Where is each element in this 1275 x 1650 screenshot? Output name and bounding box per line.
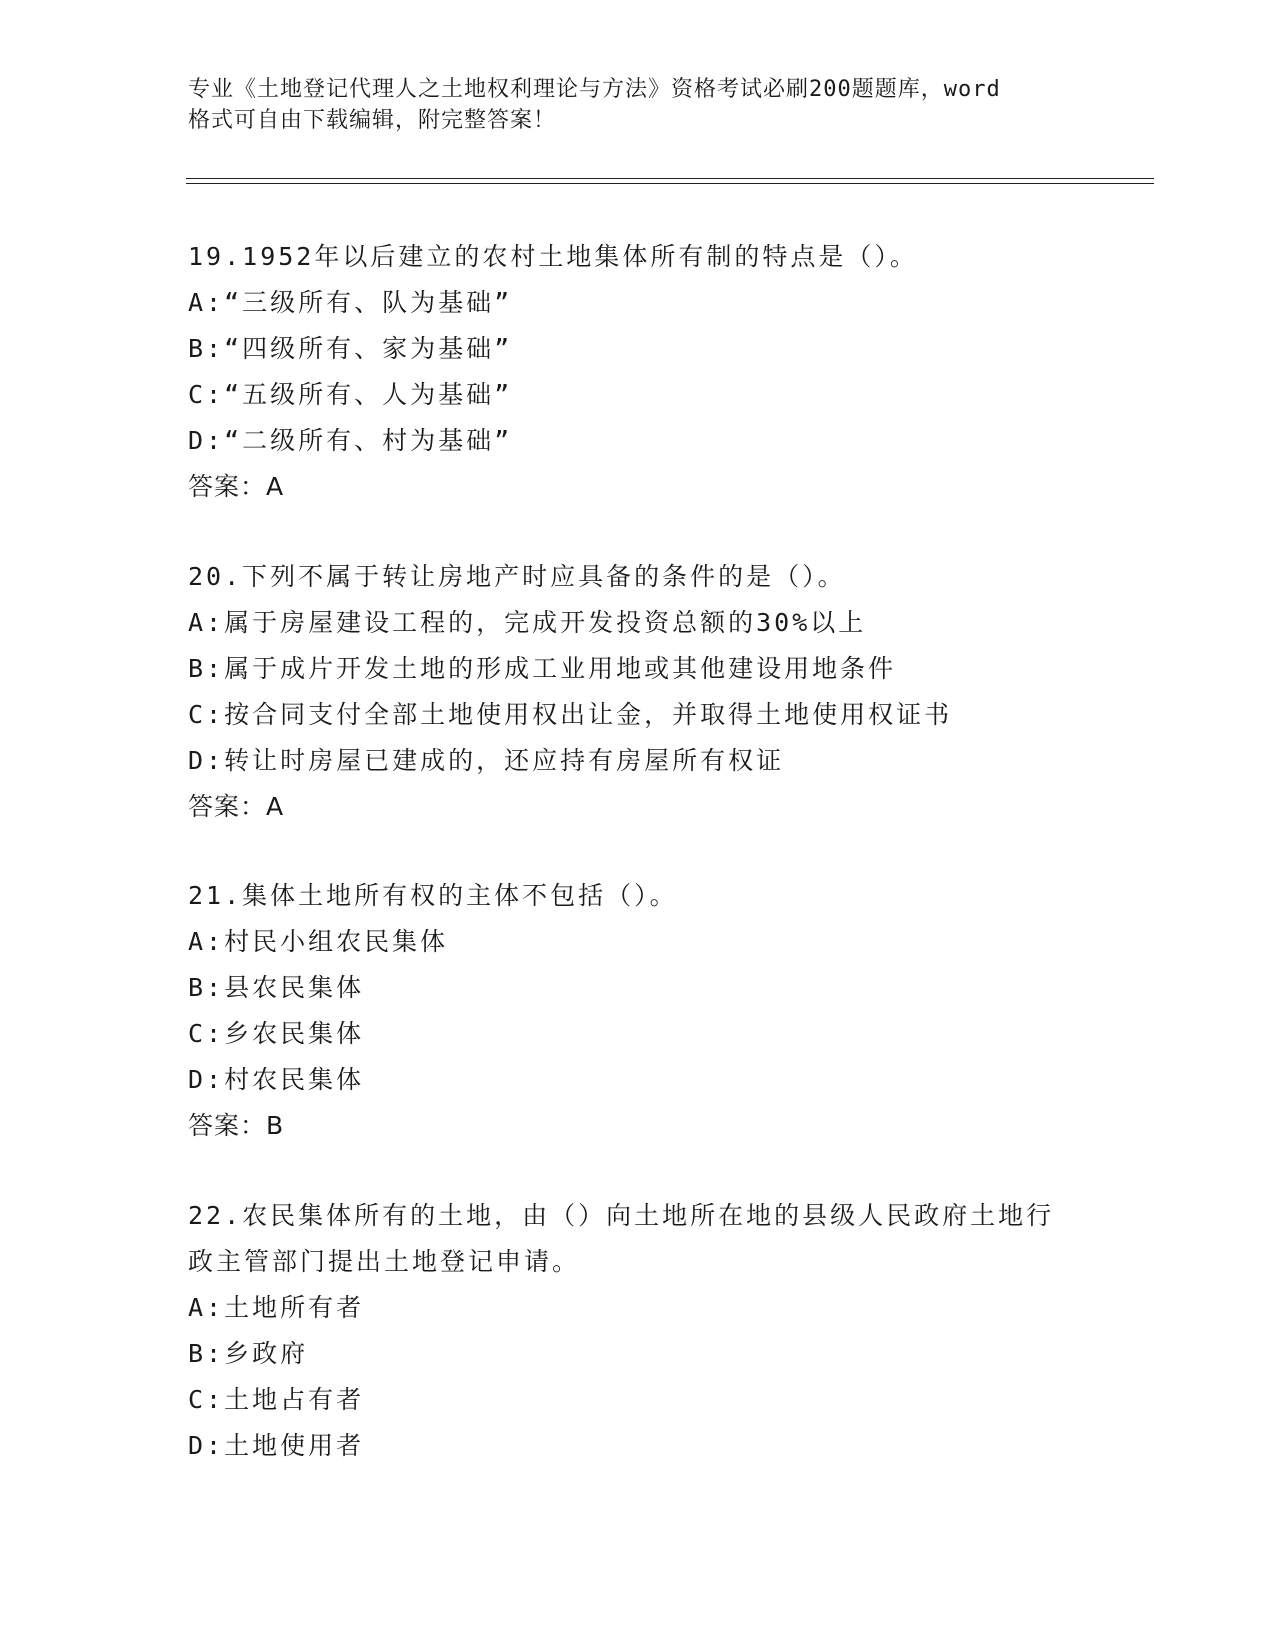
option-d: D:“二级所有、村为基础” <box>188 426 513 455</box>
question-20 <box>188 554 1088 830</box>
document-header <box>188 74 1068 136</box>
header-line-2: 格式可自由下载编辑，附完整答案！ <box>188 108 557 133</box>
answer: 答案：A <box>188 792 285 821</box>
option-b: B:“四级所有、家为基础” <box>188 334 513 363</box>
question-stem: 21.集体土地所有权的主体不包括（）。 <box>188 881 678 910</box>
header-divider-bottom <box>186 183 1154 184</box>
option-a: A:属于房屋建设工程的，完成开发投资总额的30%以上 <box>188 608 867 637</box>
question-stem-line-2: 政主管部门提出土地登记申请。 <box>188 1247 581 1276</box>
option-c: C:“五级所有、人为基础” <box>188 380 513 409</box>
option-c: C:乡农民集体 <box>188 1019 365 1048</box>
answer: 答案：B <box>188 1111 285 1140</box>
answer: 答案：A <box>188 472 285 501</box>
option-c: C:土地占有者 <box>188 1385 365 1414</box>
option-c: C:按合同支付全部土地使用权出让金，并取得土地使用权证书 <box>188 700 953 729</box>
option-b: B:县农民集体 <box>188 973 365 1002</box>
option-b: B:乡政府 <box>188 1339 309 1368</box>
question-stem: 19.1952年以后建立的农村土地集体所有制的特点是（）。 <box>188 242 918 271</box>
option-d: D:转让时房屋已建成的，还应持有房屋所有权证 <box>188 746 785 775</box>
question-stem: 20.下列不属于转让房地产时应具备的条件的是（）。 <box>188 562 846 591</box>
header-line-1: 专业《土地登记代理人之土地权利理论与方法》资格考试必刷200题题库，word <box>188 77 1001 102</box>
option-d: D:村农民集体 <box>188 1065 365 1094</box>
question-22 <box>188 1193 1088 1469</box>
question-21 <box>188 873 1088 1149</box>
header-divider-top <box>186 178 1154 179</box>
question-stem-line-1: 22.农民集体所有的土地，由（）向土地所在地的县级人民政府土地行 <box>188 1201 1055 1230</box>
option-d: D:土地使用者 <box>188 1431 365 1460</box>
option-a: A:土地所有者 <box>188 1293 365 1322</box>
option-b: B:属于成片开发土地的形成工业用地或其他建设用地条件 <box>188 654 897 683</box>
option-a: A:“三级所有、队为基础” <box>188 288 513 317</box>
question-19 <box>188 234 1088 510</box>
option-a: A:村民小组农民集体 <box>188 927 449 956</box>
